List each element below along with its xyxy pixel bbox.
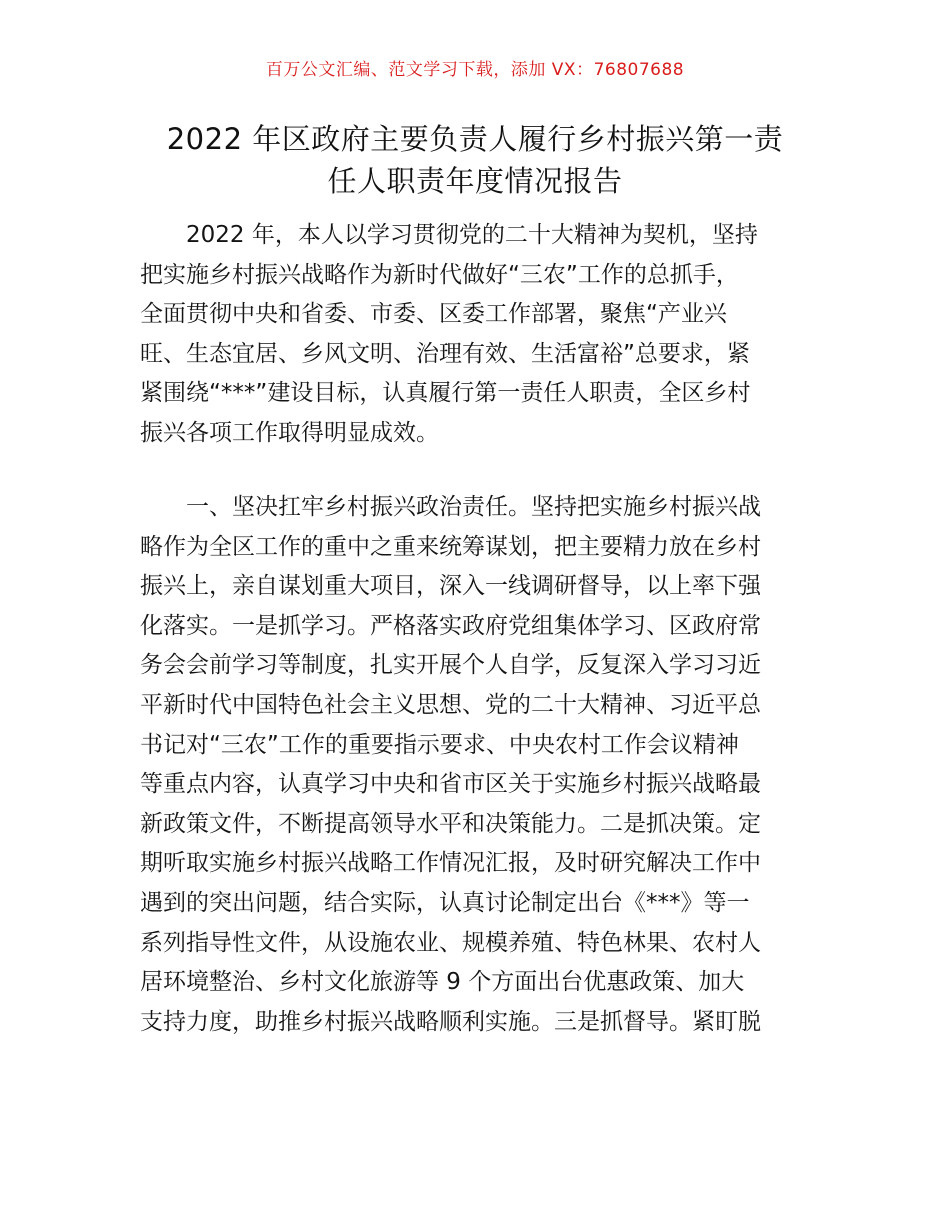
paragraph-line: 振兴各项工作取得明显成效。 <box>140 419 439 446</box>
paragraph-line: 务会会前学习等制度，扎实开展个人自学，反复深入学习习近 <box>140 652 761 679</box>
paragraph-line: 略作为全区工作的重中之重来统筹谋划，把主要精力放在乡村 <box>140 533 761 560</box>
paragraph-line: 期听取实施乡村振兴战略工作情况汇报，及时研究解决工作中 <box>140 850 761 877</box>
paragraph-line: 旺、生态宜居、乡风文明、治理有效、生活富裕”总要求，紧 <box>140 340 750 367</box>
title-line: 任人职责年度情况报告 <box>327 164 623 198</box>
paragraph-line: 化落实。一是抓学习。严格落实政府党组集体学习、区政府常 <box>140 612 761 639</box>
header-promo-text: 百万公文汇编、范文学习下载，添加 VX：76807688 <box>265 60 685 80</box>
paragraph-line: 紧围绕“***”建设目标，认真履行第一责任人职责，全区乡村 <box>140 380 751 407</box>
paragraph-line: 居环境整治、乡村文化旅游等 9 个方面出台优惠政策、加大 <box>140 969 745 996</box>
paragraph-intro <box>140 216 812 454</box>
paragraph-line: 等重点内容，认真学习中央和省市区关于实施乡村振兴战略最 <box>140 771 761 798</box>
paragraph-line: 把实施乡村振兴战略作为新时代做好“三农”工作的总抓手， <box>140 261 739 288</box>
paragraph-line: 2022 年，本人以学习贯彻党的二十大精神为契机，坚持 <box>186 222 758 248</box>
paragraph-line: 支持力度，助推乡村振兴战略顺利实施。三是抓督导。紧盯脱 <box>140 1008 761 1035</box>
paragraph-line: 书记对“三农”工作的重要指示要求、中央农村工作会议精神 <box>140 731 739 758</box>
paragraph-line: 系列指导性文件，从设施农业、规模养殖、特色林果、农村人 <box>140 929 761 956</box>
paragraph-line: 平新时代中国特色社会主义思想、党的二十大精神、习近平总 <box>140 691 761 718</box>
paragraph-line: 遇到的突出问题，结合实际，认真讨论制定出台《***》等一 <box>140 889 750 916</box>
document-title <box>110 118 840 202</box>
title-line: 2022 年区政府主要负责人履行乡村振兴第一责 <box>166 122 784 156</box>
paragraph-line: 振兴上，亲自谋划重大项目，深入一线调研督导，以上率下强 <box>140 573 761 600</box>
paragraph-line: 一、坚决扛牢乡村振兴政治责任。坚持把实施乡村振兴战 <box>186 494 761 520</box>
paragraph-line: 新政策文件，不断提高领导水平和决策能力。二是抓决策。定 <box>140 810 761 837</box>
paragraph-line: 全面贯彻中央和省委、市委、区委工作部署，聚焦“产业兴 <box>140 301 727 328</box>
paragraph-section-one <box>140 488 812 1042</box>
